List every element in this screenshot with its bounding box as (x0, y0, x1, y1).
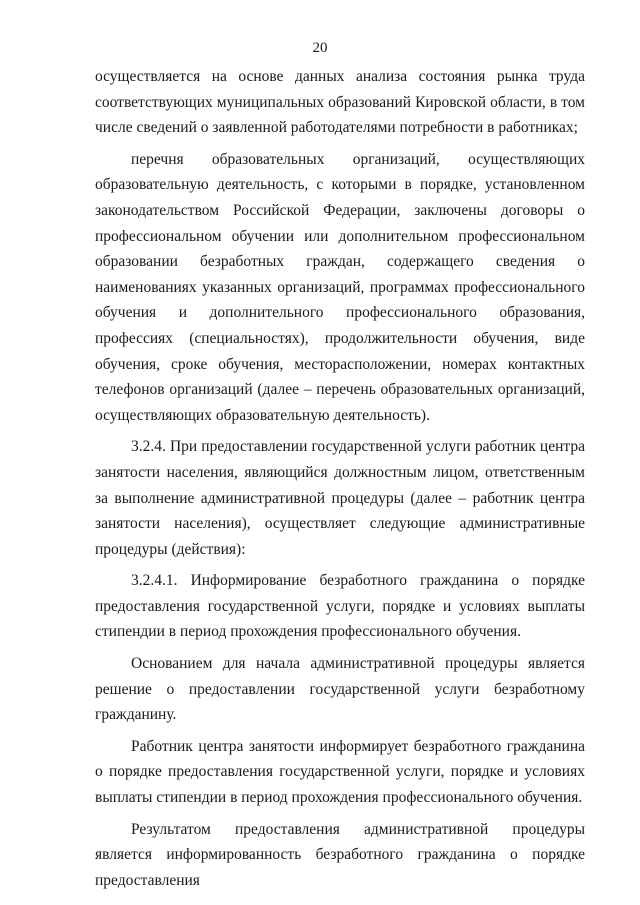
paragraph-3: 3.2.4. При предоставлении государственной услуги работник центра занятости населения, являющийся должностным лицом, ответственным за выполнение административной процедуры (далее – работник центра занятости населения), осуществляет следующие административные процедуры (действия): (95, 438, 585, 558)
paragraph-1: осуществляется на основе данных анализа состояния рынка труда соответствующих муниципальных образований Кировской области, в том числе сведений о заявленной работодателями потребности в работниках; (95, 68, 585, 137)
paragraph-6: Работник центра занятости информирует безработного гражданина о порядке предоставления государственной услуги, порядке и условиях выплаты стипендии в период прохождения профессионального обучения. (95, 737, 585, 807)
page-number: 20 (312, 40, 328, 56)
document-body (95, 64, 585, 893)
paragraph-2: перечня образовательных организаций, осуществляющих образовательную деятельность, с которыми в порядке, установленном законодательством Российской Федерации, заключены договоры о профессиональном обучении или дополнительном профессиональном образовании безработных граждан, содержащего сведения о наименованиях указанных организаций, программах профессионального обучения и дополнительного профессионального образования, профессиях (специальностях), продолжительности обучения, виде обучения, сроке обучения, месторасположении, номерах контактных телефонов организаций (далее – перечень образовательных организаций, осуществляющих образовательную деятельность). (95, 150, 585, 424)
paragraph-5: Основанием для начала административной процедуры является решение о предоставлении государственной услуги безработному гражданину. (95, 655, 585, 724)
paragraph-7: Результатом предоставления административной процедуры является информированность безработного гражданина о порядке предоставления (95, 820, 585, 889)
paragraph-4: 3.2.4.1. Информирование безработного гражданина о порядке предоставления государственной услуги, порядке и условиях выплаты стипендии в период прохождения профессионального обучения. (95, 572, 585, 641)
